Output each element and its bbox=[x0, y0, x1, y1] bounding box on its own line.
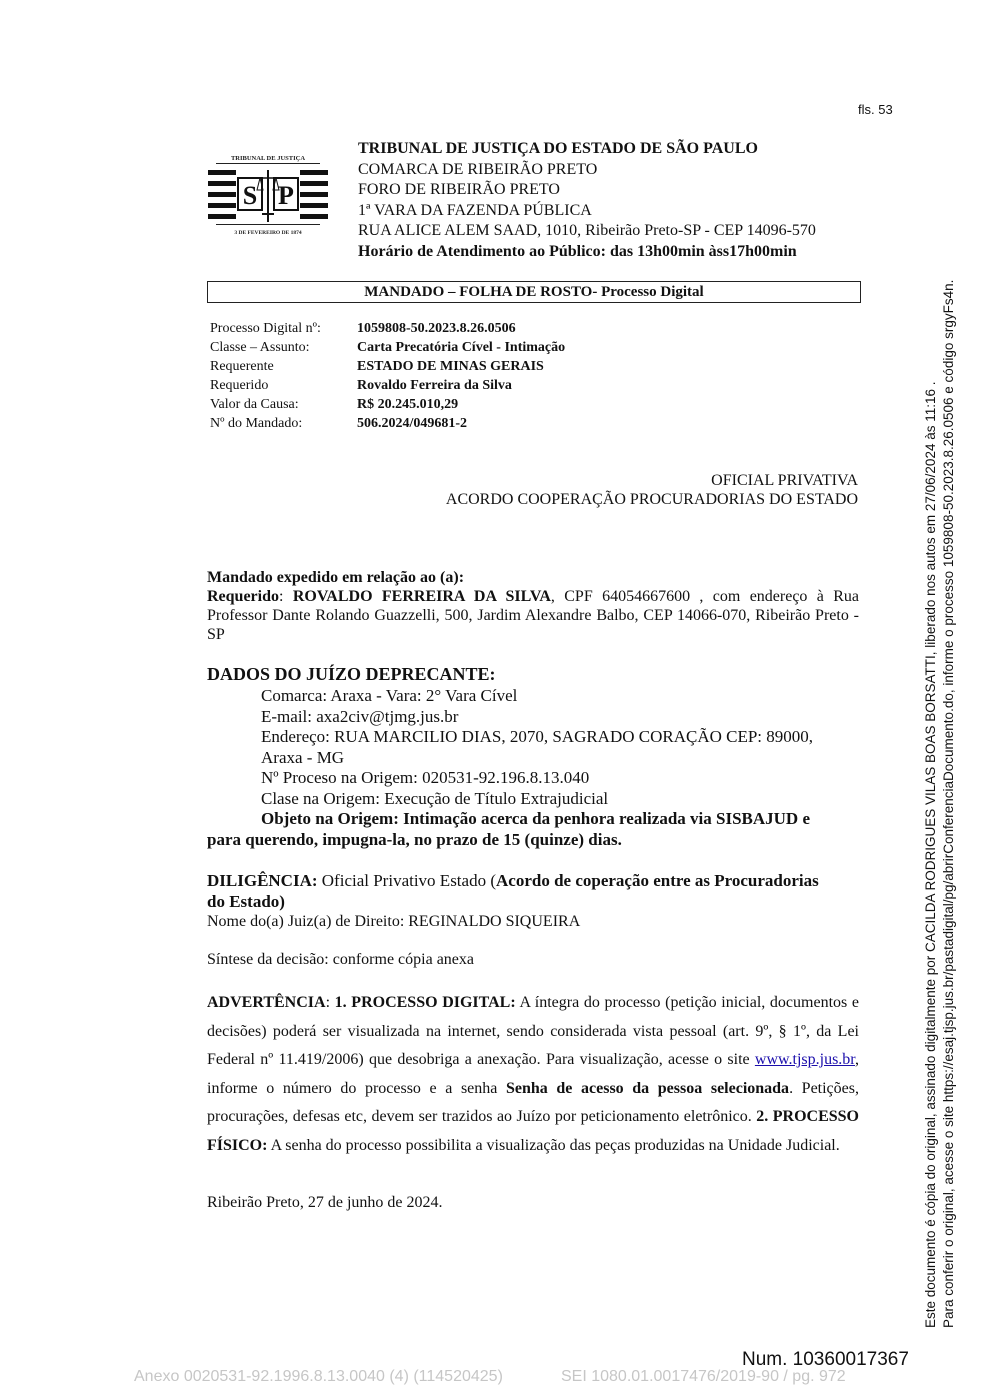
item2-label: 2. PROCESSO FÍSICO: bbox=[207, 1108, 860, 1154]
comarca: COMARCA DE RIBEIRÃO PRETO bbox=[358, 160, 598, 178]
advertencia-colon: : bbox=[325, 994, 335, 1011]
logo-top-text: TRIBUNAL DE JUSTIÇA bbox=[230, 155, 306, 162]
diligencia-bold: Acordo de coperação entre as Procuradorias bbox=[496, 871, 819, 890]
vertical-note-line1: Este documento é cópia do original, assinado digitalmente por CACILDA RODRIGUES VILAS BOAS BORSATTI, liberado nos autos em 27/06/2024 às 11:16 . bbox=[923, 381, 938, 1328]
advertencia-label: ADVERTÊNCIA bbox=[207, 994, 326, 1011]
court-name: TRIBUNAL DE JUSTIÇA DO ESTADO DE SÃO PAULO bbox=[358, 140, 758, 157]
requerido-address: , CPF 64054667600 , com endereço à Rua Professor Dante Rolando Guazzelli, 500, Jardim Alexandre Balbo, CEP 14066-070, Ribeirão Preto - SP bbox=[207, 588, 860, 643]
diligencia-text: Oficial Privativo Estado ( bbox=[317, 871, 496, 890]
oficial-line1: OFICIAL PRIVATIVA bbox=[711, 472, 858, 489]
document-title: MANDADO – FOLHA DE ROSTO- Processo Digital bbox=[207, 281, 861, 303]
juiz-name: Nome do(a) Juiz(a) de Direito: REGINALDO SIQUEIRA bbox=[207, 913, 581, 930]
deprecante-objeto-cont: para querendo, impugna-la, no prazo de 15 (quinze) dias. bbox=[207, 829, 622, 849]
diligencia-bold-cont: do Estado) bbox=[207, 891, 285, 911]
detail-label: Requerente bbox=[210, 359, 274, 374]
item1-label: 1. PROCESSO DIGITAL: bbox=[334, 994, 516, 1011]
detail-label: Nº do Mandado: bbox=[210, 416, 303, 431]
mandado-heading: Mandado expedido em relação ao (a): bbox=[207, 569, 465, 586]
court-address: RUA ALICE ALEM SAAD, 1010, Ribeirão Preto-SP - CEP 14096-570 bbox=[358, 222, 816, 239]
mandado-requerido: Requerido: ROVALDO FERREIRA DA SILVA, CPF 64054667600 , com endereço à Rua Professor Dante Rolando Guazzelli, 500, Jardim Alexandre Balbo, CEP 14066-070, Ribeirão Preto - SP bbox=[207, 588, 860, 643]
tjsp-logo bbox=[208, 148, 328, 238]
foro: FORO DE RIBEIRÃO PRETO bbox=[358, 181, 560, 198]
detail-label: Requerido bbox=[210, 378, 269, 393]
detail-value: 506.2024/049681-2 bbox=[357, 416, 468, 431]
footer-sei: SEI 1080.01.0017476/2019-90 / pg. 972 bbox=[561, 1368, 846, 1385]
deprecante-endereco: Endereço: RUA MARCILIO DIAS, 2070, SAGRADO CORAÇÃO CEP: 89000, bbox=[261, 727, 814, 746]
detail-value: Carta Precatória Cível - Intimação bbox=[357, 340, 566, 355]
diligencia-line bbox=[207, 871, 819, 892]
footer-anexo: Anexo 0020531-92.1996.8.13.0040 (4) (114520425) bbox=[134, 1368, 503, 1385]
deprecante-clase: Clase na Origem: Execução de Título Extrajudicial bbox=[261, 788, 609, 808]
detail-value: Rovaldo Ferreira da Silva bbox=[357, 378, 512, 393]
office-hours: Horário de Atendimento ao Público: das 13h00min àss17h00min bbox=[358, 242, 797, 260]
advertencia-text3: . Petições, procurações, defesas etc, devem ser trazidos ao Juízo por peticionamento eletrônico. bbox=[207, 1079, 859, 1125]
logo-letter-s: S bbox=[242, 181, 258, 210]
sintese: Síntese da decisão: conforme cópia anexa bbox=[207, 951, 474, 968]
detail-value: R$ 20.245.010,29 bbox=[357, 397, 459, 412]
advertencia-paragraph bbox=[207, 989, 859, 1160]
detail-label: Valor da Causa: bbox=[210, 397, 299, 412]
date-line: Ribeirão Preto, 27 de junho de 2024. bbox=[207, 1194, 443, 1211]
tjsp-link[interactable]: www.tjsp.jus.br bbox=[754, 1051, 855, 1068]
logo-letter-p: P bbox=[278, 181, 294, 210]
deprecante-email: E-mail: axa2civ@tjmg.jus.br bbox=[261, 706, 459, 726]
deprecante-comarca: Comarca: Araxa - Vara: 2° Vara Cível bbox=[261, 686, 518, 705]
vertical-note-line2: Para conferir o original, acesse o site https://esaj.tjsp.jus.br/pastadigital/pg/abrirConferenciaDocumento.do, informe o processo 1059808-50.2023.8.26.0506 e código srgyFs4n. bbox=[941, 279, 956, 1328]
document-number: Num. 10360017367 bbox=[742, 1349, 909, 1370]
advertencia-text1: A íntegra do processo (petição inicial, documentos e decisões) poderá ser visualizada na internet, sendo considerada vista pessoal (art. 9º, § 1º, da Lei Federal nº 11.419/2006) que desobriga a anexação. Para visualização, acesse o site bbox=[207, 994, 859, 1068]
deprecante-proceso: Nº Proceso na Origem: 020531-92.196.8.13.040 bbox=[261, 768, 590, 787]
advertencia-text2: , informe o número do processo e a senha bbox=[207, 1051, 859, 1097]
logo-bottom-text: 3 DE FEVEREIRO DE 1874 bbox=[234, 230, 302, 236]
senha-bold: Senha de acesso da pessoa selecionada bbox=[506, 1079, 790, 1097]
vara: 1ª VARA DA FAZENDA PÚBLICA bbox=[358, 201, 592, 219]
requerido-name: ROVALDO FERREIRA DA SILVA bbox=[292, 588, 551, 605]
vertical-authentication-note bbox=[922, 268, 958, 1328]
detail-label: Processo Digital nº: bbox=[210, 321, 321, 336]
deprecante-objeto: Objeto na Origem: Intimação acerca da penhora realizada via SISBAJUD e bbox=[261, 809, 810, 828]
deprecante-endereco-cont: Araxa - MG bbox=[261, 747, 345, 767]
detail-label: Classe – Assunto: bbox=[210, 340, 310, 355]
page-number: fls. 53 bbox=[858, 102, 893, 117]
requerido-label: Requerido bbox=[207, 588, 279, 605]
deprecante-title: DADOS DO JUÍZO DEPRECANTE: bbox=[207, 664, 496, 684]
advertencia-text4: A senha do processo possibilita a visualização das peças produzidas na Unidade Judicial. bbox=[267, 1136, 840, 1154]
diligencia-label: DILIGÊNCIA: bbox=[207, 871, 318, 890]
detail-value: 1059808-50.2023.8.26.0506 bbox=[357, 321, 516, 336]
detail-value: ESTADO DE MINAS GERAIS bbox=[357, 359, 544, 374]
oficial-line2: ACORDO COOPERAÇÃO PROCURADORIAS DO ESTADO bbox=[445, 491, 858, 508]
